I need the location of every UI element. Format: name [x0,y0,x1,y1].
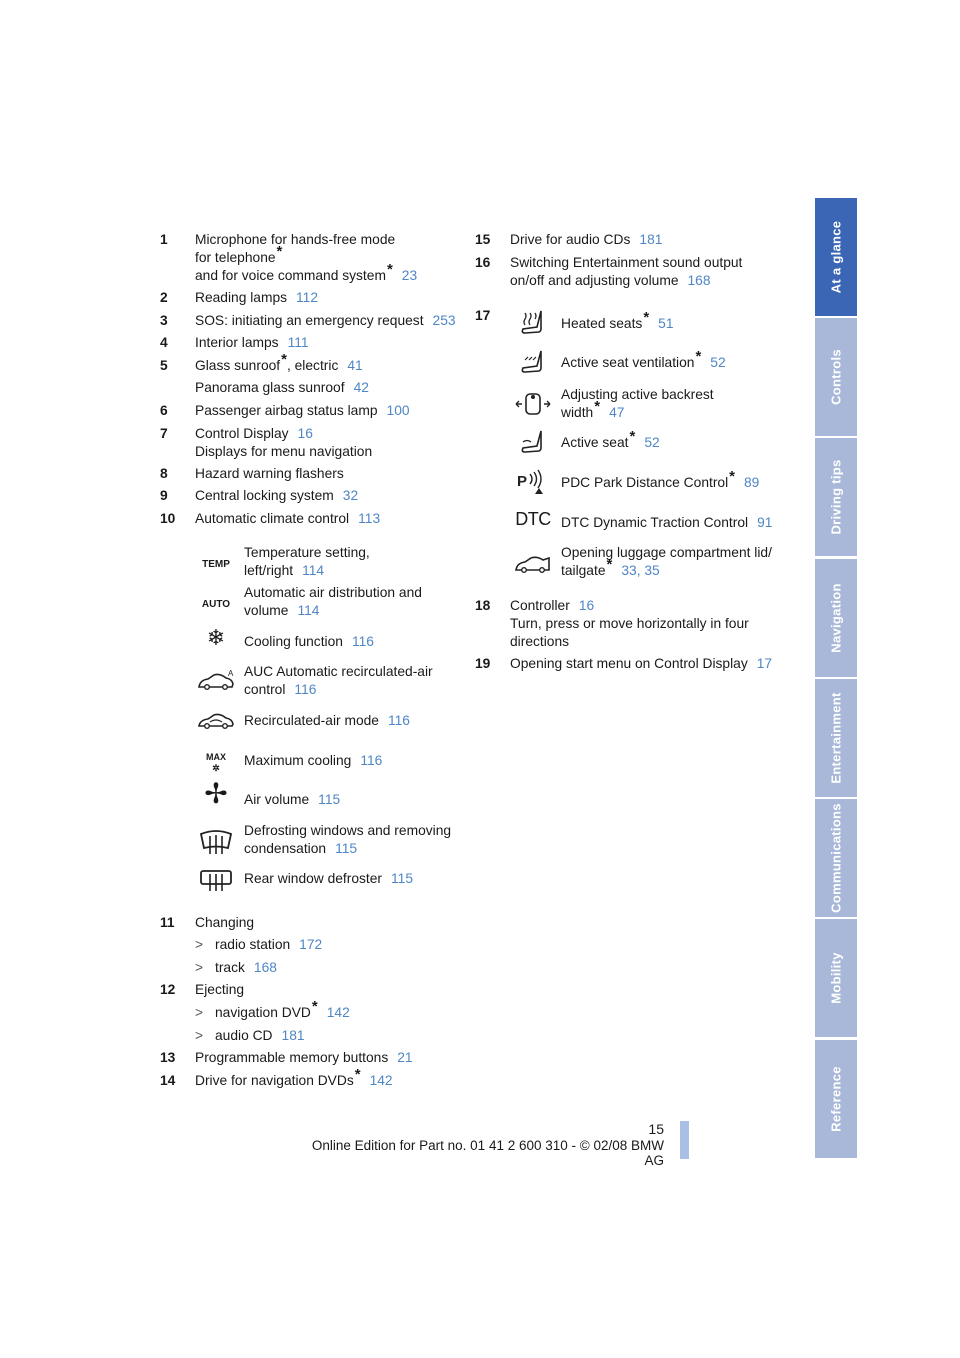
page-ref-link[interactable]: 115 [318,792,341,807]
optional-equipment-star: * [594,398,601,415]
item-text: navigation DVD [215,1005,311,1020]
optional-equipment-star: * [729,468,735,485]
page-ref-link[interactable]: 112 [296,290,319,305]
tab-label: Entertainment [828,692,844,784]
item-number: 1 [160,232,168,247]
active-seat-icon [513,428,553,463]
tab-label: At a glance [828,220,844,294]
page-ref-link[interactable]: 116 [294,682,317,697]
icon-label: Maximum cooling [244,753,352,768]
item-text: Turn, press or move horizontally in four [510,616,749,631]
page-ref-link[interactable]: 35 [644,563,660,578]
item-text: Controller [510,598,570,613]
icon-label: DTC Dynamic Traction Control [561,515,749,530]
icon-label: Heated seats [561,316,643,331]
page-ref-link[interactable]: 16 [578,598,595,613]
item-text: Displays for menu navigation [195,444,373,459]
icon-label: tailgate [561,563,606,578]
optional-equipment-star: * [386,261,393,278]
item-number: 15 [475,232,491,247]
tab-label: Controls [828,349,844,405]
icon-label: left/right [244,563,294,578]
tab-mobility[interactable] [815,919,857,1037]
item-number: 13 [160,1050,176,1065]
auto-text-icon: AUTO [201,599,231,610]
icon-label: volume [244,603,289,618]
icon-label: Adjusting active backrest [561,387,714,402]
page-ref-link[interactable]: 17 [756,656,773,671]
item-number: 2 [160,290,168,305]
page-ref-link[interactable]: 42 [353,380,369,395]
item-text: Central locking system [195,488,334,503]
item-text: SOS: initiating an emergency request [195,313,424,328]
optional-equipment-star: * [276,243,283,260]
item-text: Switching Entertainment sound output [510,255,743,270]
icon-label: AUC Automatic recirculated-air [244,664,433,679]
optional-equipment-star: * [354,1066,361,1083]
page-ref-link[interactable]: 142 [326,1005,350,1020]
item-number: 18 [475,598,491,613]
icon-label: condensation [244,841,327,856]
page-ref-link[interactable]: 172 [299,937,323,952]
item-number: 6 [160,403,168,418]
svg-text:A: A [228,669,234,678]
item-text: Reading lamps [195,290,288,305]
item-number: 3 [160,313,168,328]
footer-accent-bar [680,1121,689,1159]
item-text: Interior lamps [195,335,279,350]
page-ref-link[interactable]: 114 [297,603,320,618]
bullet-icon: > [195,937,204,952]
tab-label: Communications [828,803,844,913]
page-ref-link[interactable]: 52 [644,435,660,450]
fan-icon: ✢ [204,778,228,809]
item-text: Automatic climate control [195,511,350,526]
item-text: Drive for navigation DVDs [195,1073,354,1088]
item-text: Control Display [195,426,289,441]
item-text: Glass sunroof [195,358,281,373]
page-ref-link[interactable]: 116 [387,713,410,728]
dtc-icon: DTC [515,509,551,529]
optional-equipment-star: * [695,348,702,365]
optional-equipment-star: * [606,556,613,573]
item-text: , electric [286,358,339,373]
backrest-width-icon [513,390,553,425]
ref-separator: , [636,563,645,578]
icon-label: control [244,682,286,697]
page-ref-link[interactable]: 116 [360,753,383,768]
right-column [475,0,805,700]
icon-label: Active seat ventilation [561,355,695,370]
page-ref-link[interactable]: 47 [609,405,625,420]
tab-controls[interactable] [815,318,857,436]
page-ref-link[interactable]: 114 [302,563,325,578]
footer-edition-text: Online Edition for Part no. 01 41 2 600 310 - © 02/08 BMW AG [311,1138,664,1168]
icon-label: Temperature setting, [244,545,370,560]
item-number: 5 [160,358,168,373]
item-text: audio CD [215,1028,273,1043]
temp-text-icon: TEMP [202,559,230,570]
page-ref-link[interactable]: 181 [281,1028,305,1043]
page-ref-link[interactable]: 111 [287,335,309,350]
svg-text:P: P [517,473,528,490]
page-ref-link[interactable]: 33 [621,563,637,578]
item-number: 8 [160,466,168,481]
item-number: 12 [160,982,176,997]
page-ref-link[interactable]: 116 [351,634,374,649]
bullet-icon: > [195,1005,204,1020]
optional-equipment-star: * [281,351,287,368]
item-text: Panorama glass sunroof [195,380,345,395]
page-ref-link[interactable]: 253 [432,313,456,328]
tab-label: Navigation [828,583,844,653]
page-ref-link[interactable]: 52 [710,355,726,370]
item-text: Opening start menu on Control Display [510,656,748,671]
tab-label: Reference [828,1066,844,1132]
page-ref-link[interactable]: 41 [347,358,363,373]
optional-equipment-star: * [643,309,650,326]
icon-label: Rear window defroster [244,871,383,886]
page-ref-link[interactable]: 142 [369,1073,393,1088]
icon-label: Opening luggage compartment lid/ [561,545,772,560]
max-cooling-icon: MAX ✲ [206,752,226,773]
item-number: 19 [475,656,491,671]
tab-communications[interactable] [815,799,857,917]
tab-label: Driving tips [828,459,844,535]
icon-label: Defrosting windows and removing [244,823,452,838]
page-ref-link[interactable]: 168 [253,960,277,975]
recirculation-car-icon [196,710,236,739]
tab-driving-tips[interactable] [815,438,857,556]
tab-entertainment[interactable] [815,679,857,797]
page-ref-link[interactable]: 100 [386,403,410,418]
item-text: on/off and adjusting volume [510,273,679,288]
page-ref-link[interactable]: 115 [391,871,414,886]
tab-navigation[interactable] [815,559,857,677]
optional-equipment-star: * [311,998,318,1015]
item-text: Ejecting [195,982,245,997]
bullet-icon: > [195,1028,204,1043]
icon-label: Automatic air distribution and [244,585,422,600]
tab-label: Mobility [828,952,844,1004]
page-ref-link[interactable]: 32 [342,488,359,503]
icon-label: Air volume [244,792,310,807]
item-text: Drive for audio CDs [510,232,631,247]
left-column [160,0,480,1100]
item-number: 16 [475,255,491,270]
pdc-icon [513,468,553,503]
item-text: track [215,960,245,975]
page-number: 15 [648,1121,664,1137]
item-number: 4 [160,335,168,350]
item-text: Programmable memory buttons [195,1050,389,1065]
page-ref-link[interactable]: 168 [687,273,711,288]
page-ref-link[interactable]: 113 [358,511,381,526]
page-ref-link[interactable]: 16 [297,426,313,441]
icon-label: Recirculated-air mode [244,713,379,728]
rear-defrost-icon [196,868,236,899]
item-text: radio station [215,937,291,952]
page-ref-link[interactable]: 91 [757,515,773,530]
item-number: 7 [160,426,168,441]
item-text: directions [510,634,570,649]
bullet-icon: > [195,960,204,975]
luggage-lid-icon [513,552,553,581]
item-text: for telephone [195,250,276,265]
page-ref-link[interactable]: 181 [639,232,663,247]
page-ref-link[interactable]: 21 [397,1050,413,1065]
tab-reference[interactable] [815,1040,857,1158]
item-number: 17 [475,308,491,323]
item-text: Hazard warning flashers [195,466,344,481]
page-ref-link[interactable]: 23 [401,268,418,283]
item-text: Changing [195,915,255,930]
icon-label: Cooling function [244,634,343,649]
icon-label: PDC Park Distance Control [561,475,729,490]
seat-ventilation-icon [513,348,553,383]
item-text: Passenger airbag status lamp [195,403,378,418]
item-text: Microphone for hands-free mode [195,232,396,247]
item-number: 9 [160,488,168,503]
snowflake-icon: ❄ [206,625,226,650]
item-number: 11 [160,915,175,930]
item-number: 14 [160,1073,176,1088]
item-text: and for voice command system [195,268,386,283]
page-ref-link[interactable]: 89 [744,475,760,490]
icon-label: Active seat [561,435,629,450]
tab-at-a-glance[interactable] [815,198,857,316]
heated-seat-icon [513,307,553,342]
windshield-defrost-icon [196,828,236,861]
item-number: 10 [160,511,176,526]
max-cooling-text: MAX [206,752,226,762]
page-ref-link[interactable]: 51 [658,316,674,331]
page-ref-link[interactable]: 115 [335,841,358,856]
auc-car-icon [196,669,236,698]
icon-label: width [561,405,594,420]
optional-equipment-star: * [629,428,636,445]
